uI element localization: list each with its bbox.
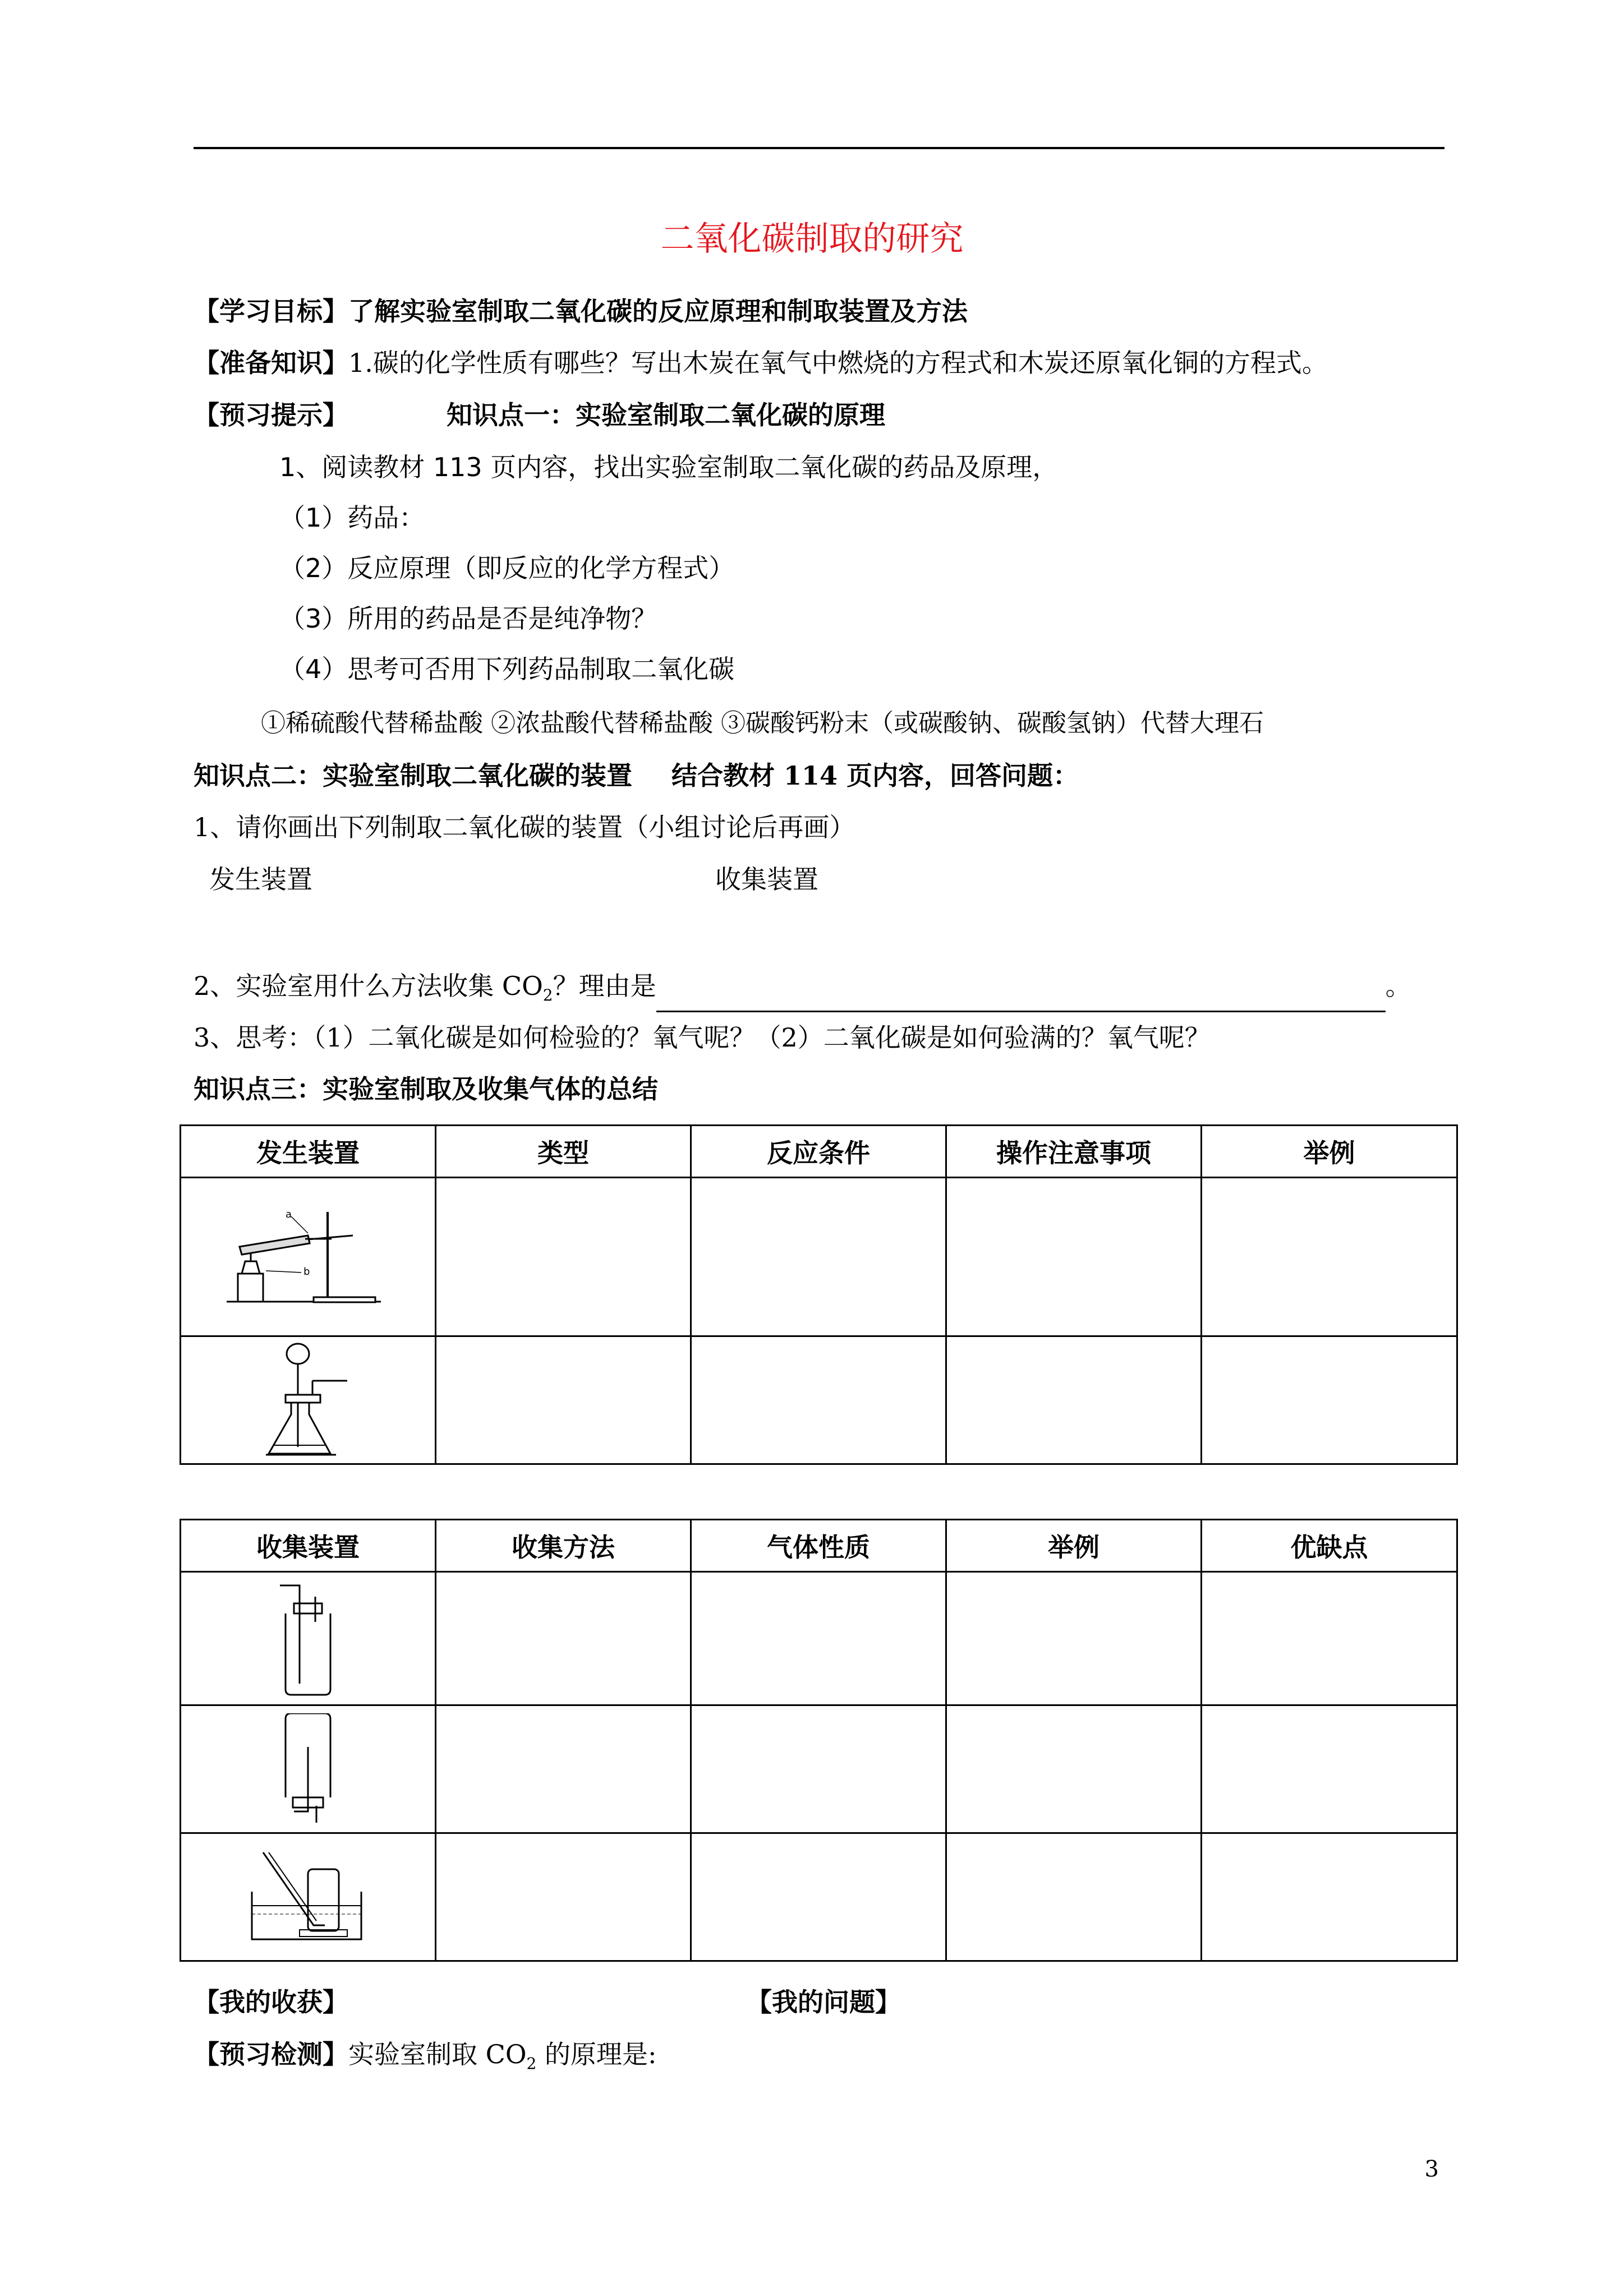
label-a: a xyxy=(286,1209,292,1220)
header-reaction-condition: 反应条件 xyxy=(691,1126,946,1178)
knowledge-point-2 xyxy=(194,759,1079,792)
upward-air-apparatus xyxy=(181,1572,436,1705)
draw-instruction: 1、请你画出下列制取二氧化碳的装置（小组讨论后再画） xyxy=(194,812,855,842)
question-2: （2）反应原理（即反应的化学方程式） xyxy=(279,553,735,583)
check-text-end: 的原理是: xyxy=(536,2039,657,2069)
goal-text: 了解实验室制取二氧化碳的反应原理和制取装置及方法 xyxy=(348,296,968,326)
header-pros-cons: 优缺点 xyxy=(1202,1520,1457,1572)
header-collection-device: 收集装置 xyxy=(181,1520,436,1572)
co2-subscript: 2 xyxy=(542,986,553,1005)
table-row xyxy=(181,1336,1457,1464)
downward-air-displacement-icon xyxy=(277,1713,339,1825)
cell[interactable] xyxy=(1202,1178,1457,1336)
downward-air-apparatus xyxy=(181,1705,436,1833)
cell[interactable] xyxy=(691,1572,946,1705)
knowledge-point-3: 知识点三：实验室制取及收集气体的总结 xyxy=(194,1074,658,1104)
think-question: 3、思考：（1）二氧化碳是如何检验的？氧气呢？（2）二氧化碳是如何验满的？氧气呢？ xyxy=(194,1022,1211,1053)
page-title: 二氧化碳制取的研究 xyxy=(660,219,964,259)
cell[interactable] xyxy=(436,1833,691,1961)
check-text: 实验室制取 CO xyxy=(348,2039,527,2069)
solid-heating-apparatus-icon xyxy=(224,1201,392,1313)
knowledge-point-1: 知识点一：实验室制取二氧化碳的原理 xyxy=(447,400,885,430)
question-3: （3）所用的药品是否是纯净物？ xyxy=(279,603,657,634)
check-label: 【预习检测】 xyxy=(194,2039,348,2069)
collection-table xyxy=(180,1519,1458,1962)
header-example: 举例 xyxy=(946,1520,1202,1572)
question-4: （4）思考可否用下列药品制取二氧化碳 xyxy=(279,654,735,684)
cell[interactable] xyxy=(436,1336,691,1464)
prep-knowledge xyxy=(194,346,1328,380)
cell[interactable] xyxy=(946,1336,1202,1464)
table-row xyxy=(181,1178,1457,1336)
table-row xyxy=(181,1572,1457,1705)
reading-instruction: 1、阅读教材 113 页内容，找出实验室制取二氧化碳的药品及原理， xyxy=(279,452,1059,482)
page-number: 3 xyxy=(1424,2156,1439,2182)
cell[interactable] xyxy=(436,1178,691,1336)
learning-goal xyxy=(194,294,968,328)
cell[interactable] xyxy=(691,1833,946,1961)
cell[interactable] xyxy=(946,1572,1202,1705)
table-row xyxy=(181,1705,1457,1833)
preview-hint xyxy=(194,398,885,432)
question-1: （1）药品： xyxy=(279,502,425,533)
answer-blank[interactable] xyxy=(656,986,1386,1012)
header-generation-device: 发生装置 xyxy=(181,1126,436,1178)
draw-collection-label: 收集装置 xyxy=(715,864,818,895)
point2-title: 知识点二：实验室制取二氧化碳的装置 xyxy=(194,760,632,791)
preview-check xyxy=(194,2037,656,2081)
my-harvest: 【我的收获】 xyxy=(194,1987,348,2017)
draw-generation-label: 发生装置 xyxy=(209,864,312,895)
header-gas-properties: 气体性质 xyxy=(691,1520,946,1572)
cell[interactable] xyxy=(1202,1336,1457,1464)
prep-text: 1.碳的化学性质有哪些？写出木炭在氧气中燃烧的方程式和木炭还原氧化铜的方程式。 xyxy=(348,348,1328,378)
collect-question xyxy=(194,969,1411,1012)
label-b: b xyxy=(303,1266,310,1278)
cell[interactable] xyxy=(946,1178,1202,1336)
cell[interactable] xyxy=(436,1572,691,1705)
header-precautions: 操作注意事项 xyxy=(946,1126,1202,1178)
cell[interactable] xyxy=(436,1705,691,1833)
water-displacement-apparatus xyxy=(181,1833,436,1961)
alternatives: ①稀硫酸代替稀盐酸 ②浓盐酸代替稀盐酸 ③碳酸钙粉末（或碳酸钠、碳酸氢钠）代替大理石 xyxy=(261,709,1264,737)
check-co2-subscript: 2 xyxy=(526,2054,537,2073)
preview-label: 【预习提示】 xyxy=(194,400,348,430)
water-displacement-icon xyxy=(246,1847,370,1948)
cell[interactable] xyxy=(691,1178,946,1336)
cell[interactable] xyxy=(691,1705,946,1833)
point2-hint: 结合教材 114 页内容，回答问题： xyxy=(671,760,1079,791)
header-example: 举例 xyxy=(1202,1126,1457,1178)
table-row xyxy=(181,1833,1457,1961)
generation-table xyxy=(180,1124,1458,1465)
prep-label: 【准备知识】 xyxy=(194,348,348,378)
collect-question-end: 。 xyxy=(1385,971,1411,1001)
cell[interactable] xyxy=(1202,1833,1457,1961)
header-rule xyxy=(194,147,1444,149)
cell[interactable] xyxy=(1202,1705,1457,1833)
upward-air-displacement-icon xyxy=(277,1580,339,1698)
cell[interactable] xyxy=(946,1833,1202,1961)
cell[interactable] xyxy=(1202,1572,1457,1705)
solid-heating-apparatus xyxy=(181,1178,436,1336)
my-problem: 【我的问题】 xyxy=(746,1987,901,2017)
conical-flask-funnel-icon xyxy=(263,1341,353,1459)
header-type: 类型 xyxy=(436,1126,691,1178)
cell[interactable] xyxy=(946,1705,1202,1833)
solid-liquid-apparatus xyxy=(181,1336,436,1464)
collect-question-text: 2、实验室用什么方法收集 CO xyxy=(194,971,543,1001)
collect-question-reason: ？理由是 xyxy=(553,971,656,1001)
goal-label: 【学习目标】 xyxy=(194,296,348,326)
cell[interactable] xyxy=(691,1336,946,1464)
header-collection-method: 收集方法 xyxy=(436,1520,691,1572)
